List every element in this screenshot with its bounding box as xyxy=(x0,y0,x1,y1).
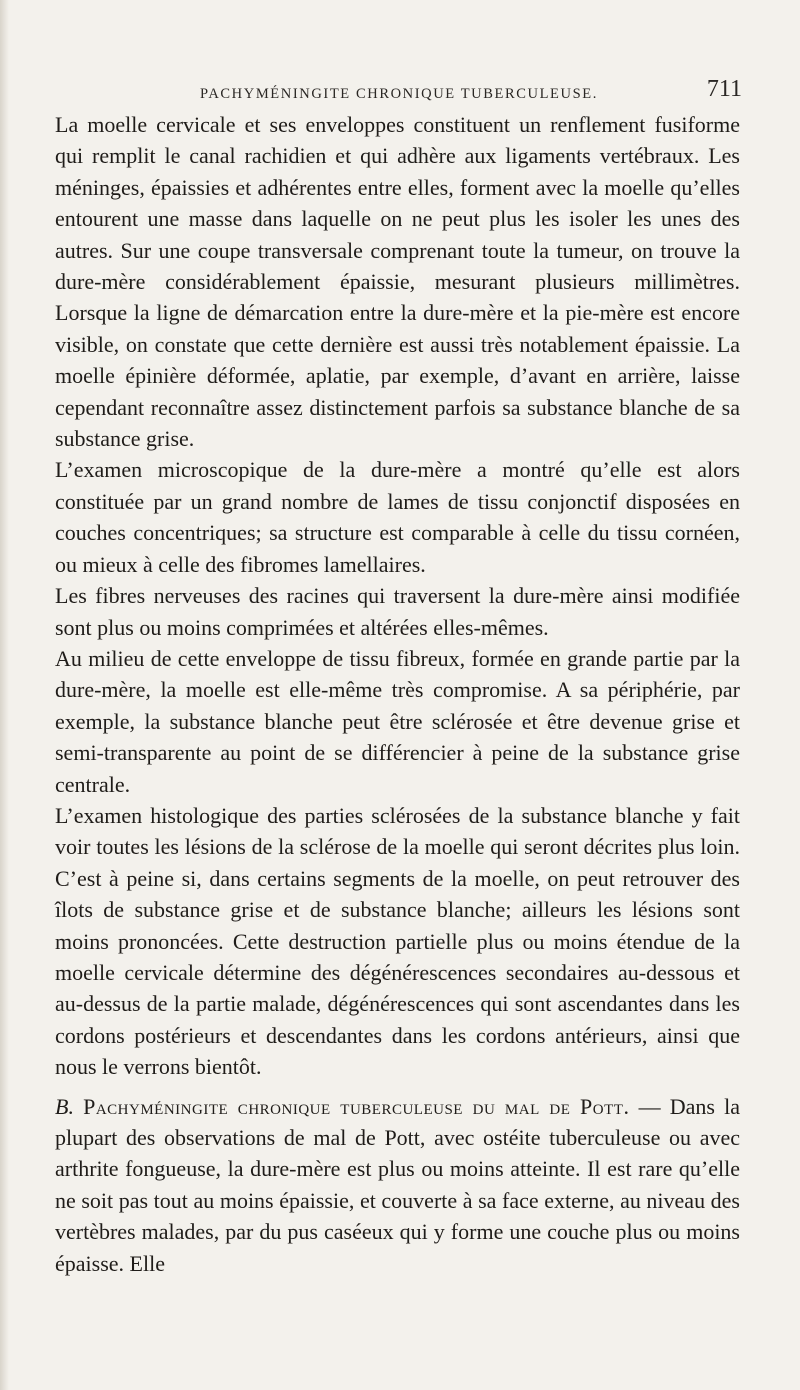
paragraph: La moelle cervicale et ses enveloppes constituent un renflement fusiforme qui remplit le canal rachidien et qui adhère aux ligaments vertébraux. Les méninges, épaissies et adhérentes entre elles, forment avec la moelle qu’elles entourent une masse dans laquelle on ne peut plus les isoler les unes des autres. Sur une coupe transversale comprenant toute la tumeur, on trouve la dure-mère considérablement épaissie, mesurant plusieurs millimètres. Lorsque la ligne de démarcation entre la dure-mère et la pie-mère est encore visible, on constate que cette dernière est aussi très notablement épaissie. La moelle épinière déformée, aplatie, par exemple, d’avant en arrière, laisse cependant reconnaître assez distinctement parfois sa substance blanche de sa substance grise. xyxy=(55,112,740,452)
section-letter: B. xyxy=(55,1093,74,1119)
section-body: Dans la plupart des observations de mal de Pott, avec ostéite tuberculeuse ou avec arthrite fongueuse, la dure-mère est plus ou moins atteinte. Il est rare qu’elle ne soit pas tout au moins épaissie, et couverte à sa face externe, au niveau des vertèbres malades, par du pus caséeux qui y forme une couche plus ou moins épaisse. Elle xyxy=(55,1093,741,1276)
paragraph: Au milieu de cette enveloppe de tissu fibreux, formée en grande partie par la dure-mère, la moelle est elle-même très compromise. A sa périphérie, par exemple, la substance blanche peut être sclérosée et être devenue grise et semi-transparente au point de se différencier à peine de la substance grise centrale. xyxy=(55,645,740,797)
paragraph: L’examen microscopique de la dure-mère a montré qu’elle est alors constituée par un grand nombre de lames de tissu conjonctif disposées en couches concentriques; sa structure est comparable à celle du tissu cornéen, ou mieux à celle des fibromes lamellaires. xyxy=(55,457,740,577)
section-b-paragraph xyxy=(55,1091,740,1279)
section-heading: Pachyméningite chronique tuberculeuse du mal de Pott. xyxy=(83,1093,630,1119)
paragraph: L’examen histologique des parties sclérosées de la substance blanche y fait voir toutes les lésions de la sclérose de la moelle qui seront décrites plus loin. C’est à peine si, dans certains segments de la moelle, on peut retrouver des îlots de substance grise et de substance blanche; ailleurs les lésions sont moins prononcées. Cette destruction partielle plus ou moins étendue de la moelle cervicale détermine des dégénérescences secondaires au-dessous et au-dessus de la partie malade, dégénérescences qui sont ascendantes dans les cordons postérieurs et descendantes dans les cordons antérieurs, ainsi que nous le verrons bientôt. xyxy=(55,802,740,1080)
section-dash: — xyxy=(629,1093,670,1119)
page-number: 711 xyxy=(706,76,742,102)
page-spine-shadow xyxy=(0,0,9,1390)
body-text xyxy=(55,109,740,1279)
running-head: PACHYMÉNINGITE CHRONIQUE TUBERCULEUSE. xyxy=(200,86,598,102)
paragraph: Les fibres nerveuses des racines qui traversent la dure-mère ainsi modifiée sont plus ou moins comprimées et altérées elles-mêmes. xyxy=(55,583,740,640)
